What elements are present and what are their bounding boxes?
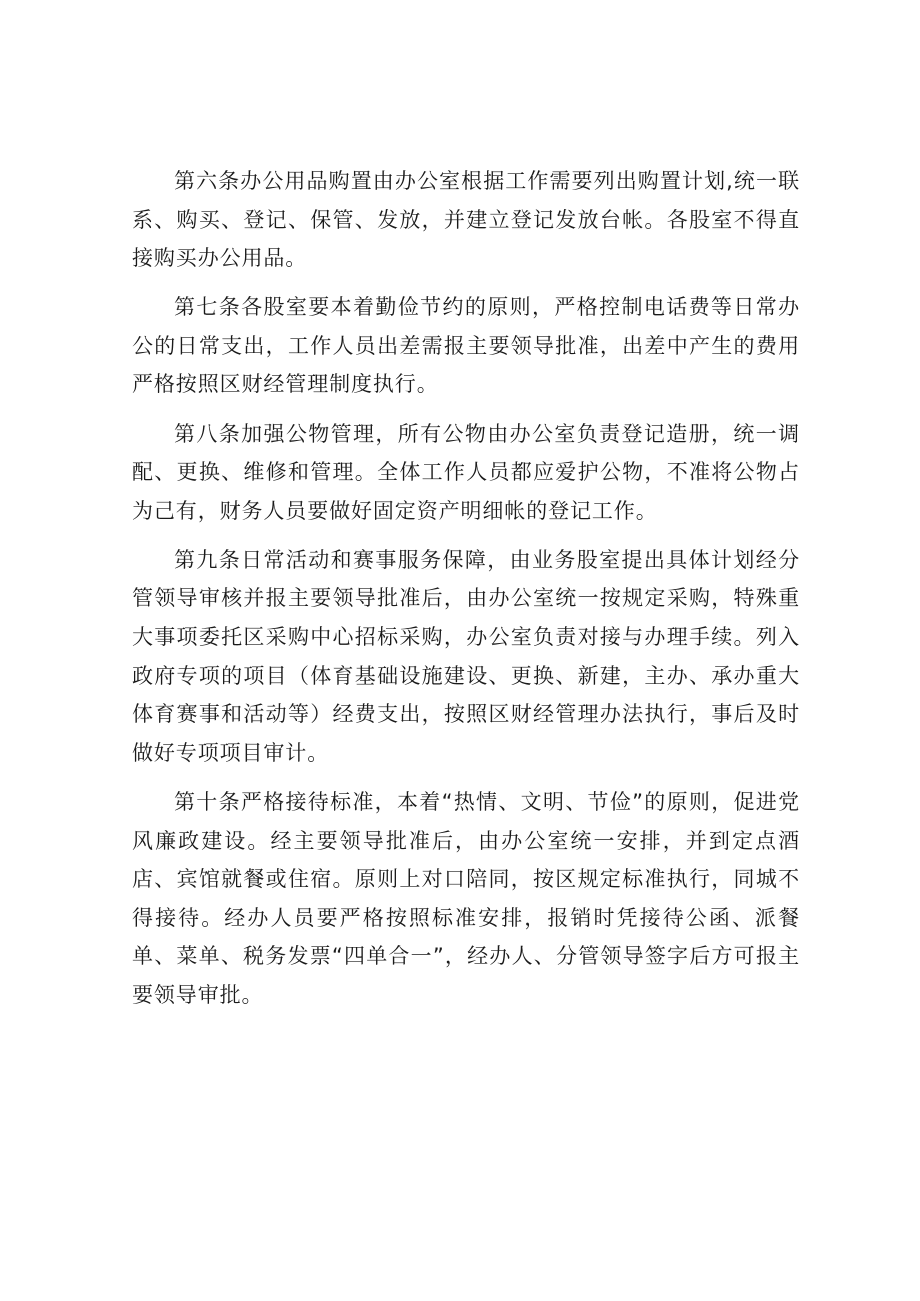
article-7-paragraph: 第七条各股室要本着勤俭节约的原则，严格控制电话费等日常办公的日常支出，工作人员出差需报主要领导批准，出差中产生的费用严格按照区财经管理制度执行。	[132, 295, 800, 397]
article-8-paragraph: 第八条加强公物管理，所有公物由办公室负责登记造册，统一调配、更换、维修和管理。全体工作人员都应爱护公物，不准将公物占为己有，财务人员要做好固定资产明细帐的登记工作。	[132, 421, 800, 523]
document-body	[132, 162, 800, 1025]
article-10-paragraph: 第十条严格接待标准，本着“热情、文明、节俭”的原则，促进党风廉政建设。经主要领导批准后，由办公室统一安排，并到定点酒店、宾馆就餐或住宿。原则上对口陪同，按区规定标准执行，同城不得接待。经办人员要严格按照标准安排，报销时凭接待公函、派餐单、菜单、税务发票“四单合一”，经办人、分管领导签字后方可报主要领导审批。	[132, 789, 800, 1007]
article-6-paragraph: 第六条办公用品购置由办公室根据工作需要列出购置计划,统一联系、购买、登记、保管、发放，并建立登记发放台帐。各股室不得直接购买办公用品。	[132, 169, 800, 271]
article-9-paragraph: 第九条日常活动和赛事服务保障，由业务股室提出具体计划经分管领导审核并报主要领导批准后，由办公室统一按规定采购，特殊重大事项委托区采购中心招标采购，办公室负责对接与办理手续。列入政府专项的项目（体育基础设施建设、更换、新建，主办、承办重大体育赛事和活动等）经费支出，按照区财经管理办法执行，事后及时做好专项项目审计。	[132, 547, 800, 765]
